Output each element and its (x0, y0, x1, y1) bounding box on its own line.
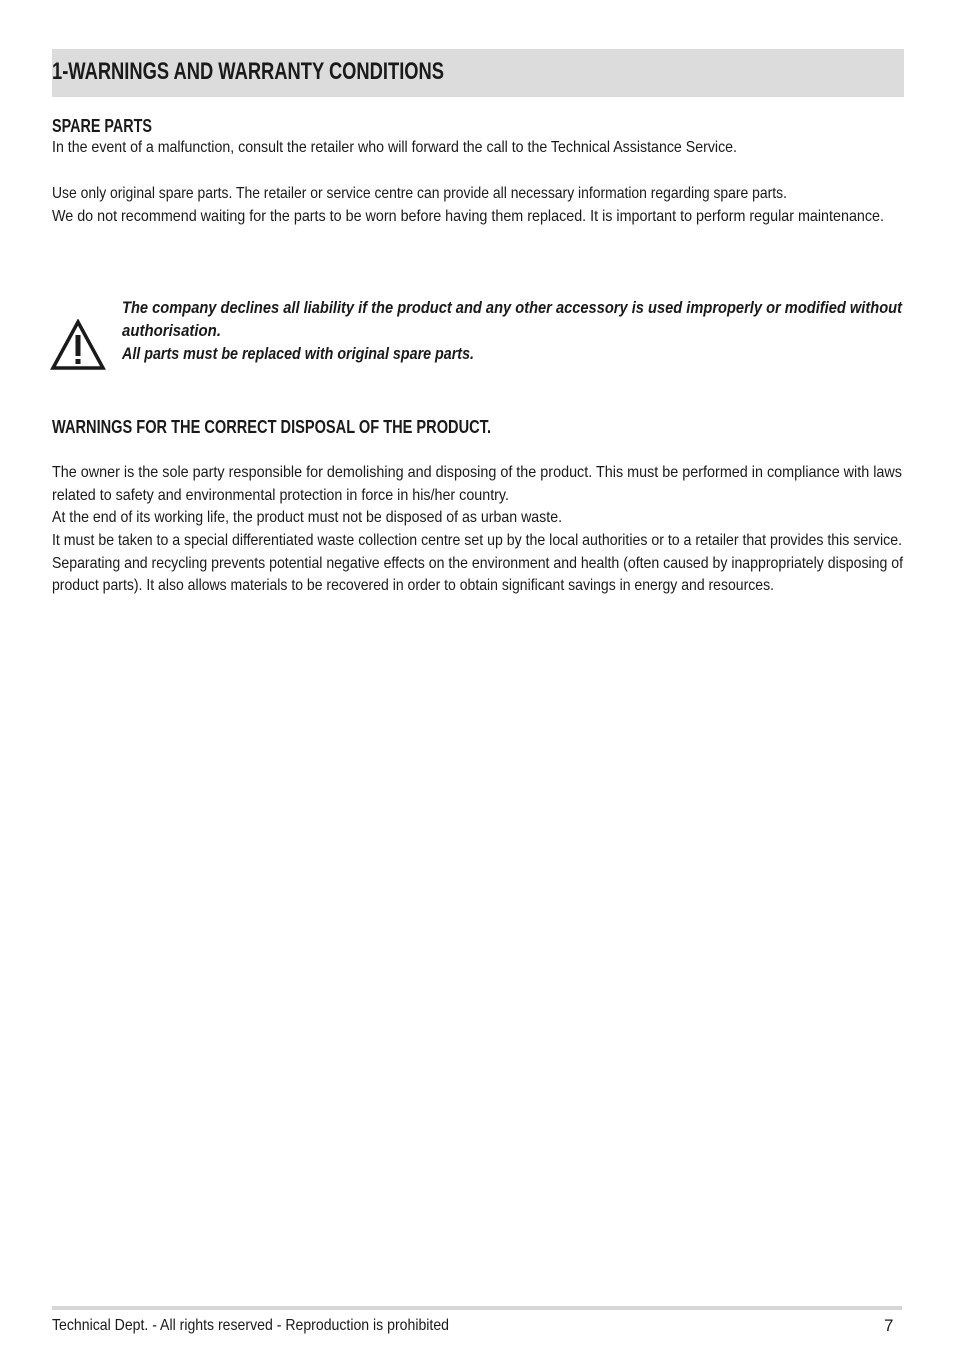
disposal-line-1: The owner is the sole party responsible for demolishing and disposing of the product. This must be performed in compliance with laws (52, 464, 902, 481)
warning-line-2: authorisation. (122, 322, 221, 340)
warning-triangle-icon-graphic (50, 319, 106, 371)
disposal-line-3: At the end of its working life, the product must not be disposed of as urban waste. (52, 509, 562, 526)
footer-copyright: Technical Dept. - All rights reserved - Reproduction is prohibited (52, 1317, 449, 1334)
footer-rule (52, 1306, 902, 1310)
spare-parts-heading: SPARE PARTS (52, 116, 152, 136)
disposal-line-2: related to safety and environmental protection in force in his/her country. (52, 487, 509, 504)
disposal-heading: WARNINGS FOR THE CORRECT DISPOSAL OF THE PRODUCT. (52, 417, 491, 437)
warning-triangle-icon (50, 319, 106, 371)
spare-parts-paragraph-2-line-2: We do not recommend waiting for the parts to be worn before having them replaced. It is important to perform regular maintenance. (52, 208, 884, 225)
warning-line-3: All parts must be replaced with original spare parts. (122, 345, 474, 363)
disposal-line-6: product parts). It also allows materials to be recovered in order to obtain significant savings in energy and resources. (52, 577, 774, 594)
warning-line-1: The company declines all liability if the product and any other accessory is used improperly or modified without (122, 299, 902, 317)
warning-message (122, 297, 954, 366)
disposal-line-4: It must be taken to a special differentiated waste collection centre set up by the local authorities or to a retailer that provides this service. (52, 532, 902, 549)
spare-parts-paragraph-1: In the event of a malfunction, consult the retailer who will forward the call to the Technical Assistance Service. (52, 139, 737, 156)
section-title: 1-WARNINGS AND WARRANTY CONDITIONS (52, 58, 444, 85)
spare-parts-paragraph-2-line-1: Use only original spare parts. The retailer or service centre can provide all necessary information regarding spare parts. (52, 185, 787, 202)
disposal-line-5: Separating and recycling prevents potential negative effects on the environment and health (often caused by inappropriately disposing of (52, 555, 903, 572)
page-number: 7 (884, 1316, 894, 1335)
